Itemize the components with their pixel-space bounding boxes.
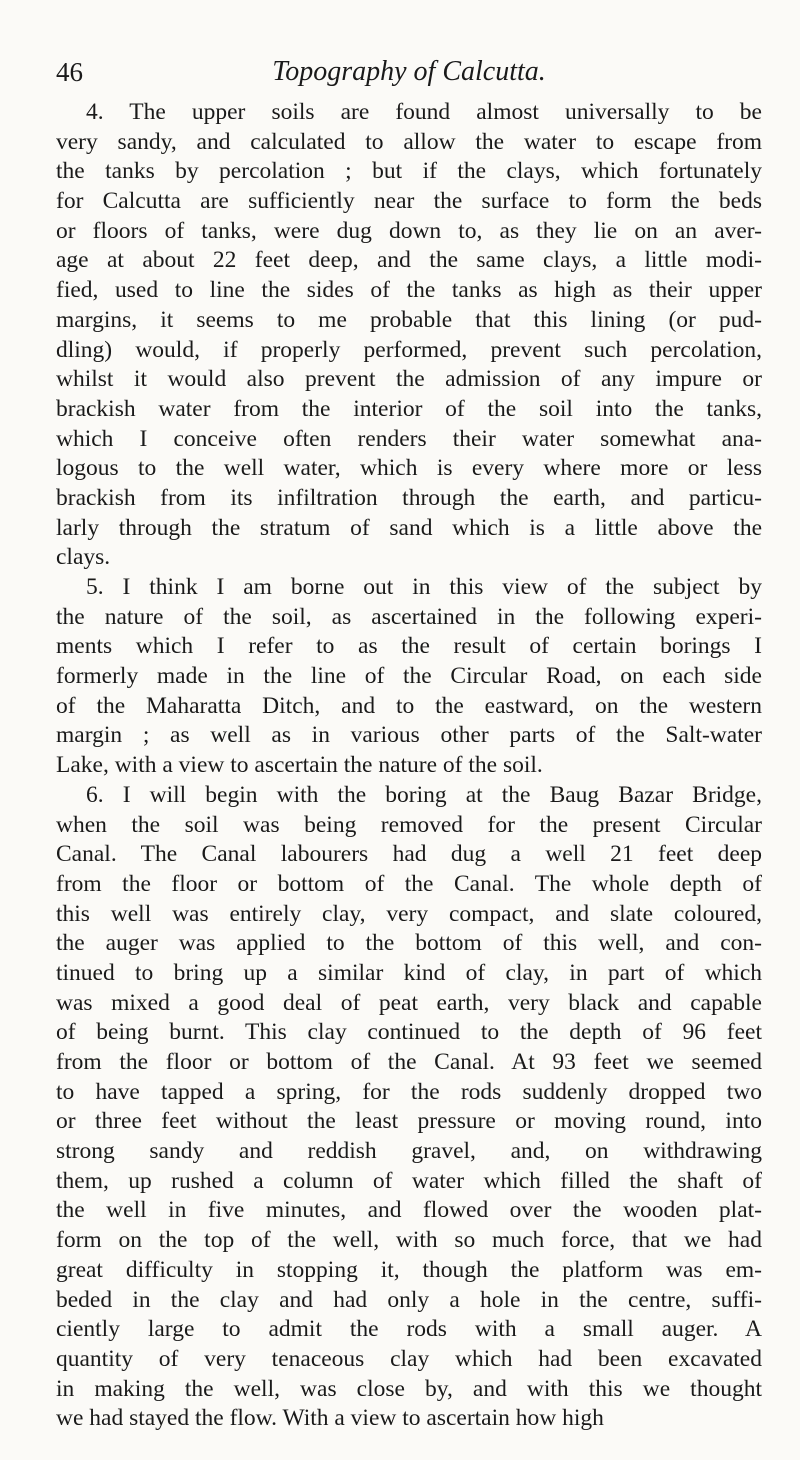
text-line: Lake, with a view to ascertain the nature of the soil. — [56, 752, 543, 779]
text-line: in making the well, was close by, and with this we thought — [56, 1375, 762, 1402]
text-line: them, up rushed a column of water which filled the shaft of — [56, 1167, 762, 1194]
text-line: form on the top of the well, with so much force, that we had — [56, 1227, 762, 1254]
text-line: the auger was applied to the bottom of this well, and con- — [56, 930, 762, 957]
text-line: fied, used to line the sides of the tanks as high as their upper — [56, 277, 762, 304]
text-line: 5. I think I am borne out in this view of the subject by — [86, 574, 762, 600]
text-line: of being burnt. This clay continued to the depth of 96 feet — [56, 1019, 762, 1046]
text-line: or three feet without the least pressure or moving round, into — [56, 1108, 762, 1135]
text-line: 4. The upper soils are found almost universally to be — [86, 99, 762, 125]
text-line: logous to the well water, which is every where more or less — [56, 455, 762, 482]
text-line: margin ; as well as in various other parts of the Salt-water — [56, 722, 762, 749]
text-line: the tanks by percolation ; but if the clays, which fortunately — [56, 158, 762, 185]
text-line: clays. — [56, 544, 111, 571]
text-line: 6. I will begin with the boring at the Baug Bazar Bridge, — [86, 781, 762, 808]
text-line: the well in five minutes, and flowed over the wooden plat- — [56, 1197, 762, 1224]
text-line: brackish from its infiltration through the earth, and particu- — [56, 484, 762, 511]
text-line: formerly made in the line of the Circular Road, on each side — [56, 663, 762, 690]
text-line: the nature of the soil, as ascertained in the following experi- — [56, 603, 762, 630]
running-head — [56, 52, 762, 92]
text-line: we had stayed the flow. With a view to ascertain how high — [56, 1405, 604, 1432]
text-line: to have tapped a spring, for the rods suddenly dropped two — [56, 1078, 762, 1105]
text-line: ciently large to admit the rods with a small auger. A — [56, 1316, 762, 1343]
text-line: whilst it would also prevent the admission of any impure or — [56, 366, 762, 393]
page-number: 46 — [56, 57, 83, 87]
text-line: this well was entirely clay, very compact, and slate coloured, — [56, 900, 762, 927]
text-line: when the soil was being removed for the present Circular — [56, 811, 762, 838]
paragraph-6 — [56, 781, 762, 1434]
text-line: larly through the stratum of sand which is a little above the — [56, 514, 762, 541]
paragraph-4 — [56, 98, 762, 573]
text-line: beded in the clay and had only a hole in the centre, suffi- — [56, 1286, 762, 1313]
text-line: brackish water from the interior of the soil into the tanks, — [56, 395, 762, 422]
text-line: from the floor or bottom of the Canal. At 93 feet we seemed — [56, 1049, 762, 1075]
text-line: for Calcutta are sufficiently near the surface to form the beds — [56, 188, 762, 215]
text-line: great difficulty in stopping it, though the platform was em- — [56, 1256, 762, 1283]
text-line: or floors of tanks, were dug down to, as they lie on an aver- — [56, 217, 762, 244]
text-line: very sandy, and calculated to allow the water to escape from — [56, 128, 762, 155]
text-line: from the floor or bottom of the Canal. The whole depth of — [56, 870, 762, 897]
text-line: Canal. The Canal labourers had dug a well 21 feet deep — [56, 841, 762, 868]
running-title: Topography of Calcutta. — [272, 56, 546, 87]
text-line: quantity of very tenaceous clay which had been excavated — [56, 1345, 762, 1372]
text-line: dling) would, if properly performed, prevent such percolation, — [56, 336, 762, 363]
body-text — [56, 98, 762, 1434]
text-line: was mixed a good deal of peat earth, very black and capable — [56, 989, 762, 1016]
text-line: of the Maharatta Ditch, and to the eastward, on the western — [56, 692, 762, 719]
text-line: ments which I refer to as the result of certain borings I — [56, 633, 762, 660]
paragraph-5 — [56, 573, 762, 781]
text-line: strong sandy and reddish gravel, and, on withdrawing — [56, 1138, 762, 1165]
text-line: which I conceive often renders their water somewhat ana- — [56, 425, 762, 452]
text-line: margins, it seems to me probable that this lining (or pud- — [56, 306, 762, 333]
text-line: age at about 22 feet deep, and the same clays, a little modi- — [56, 247, 762, 274]
text-line: tinued to bring up a similar kind of clay, in part of which — [56, 959, 762, 986]
